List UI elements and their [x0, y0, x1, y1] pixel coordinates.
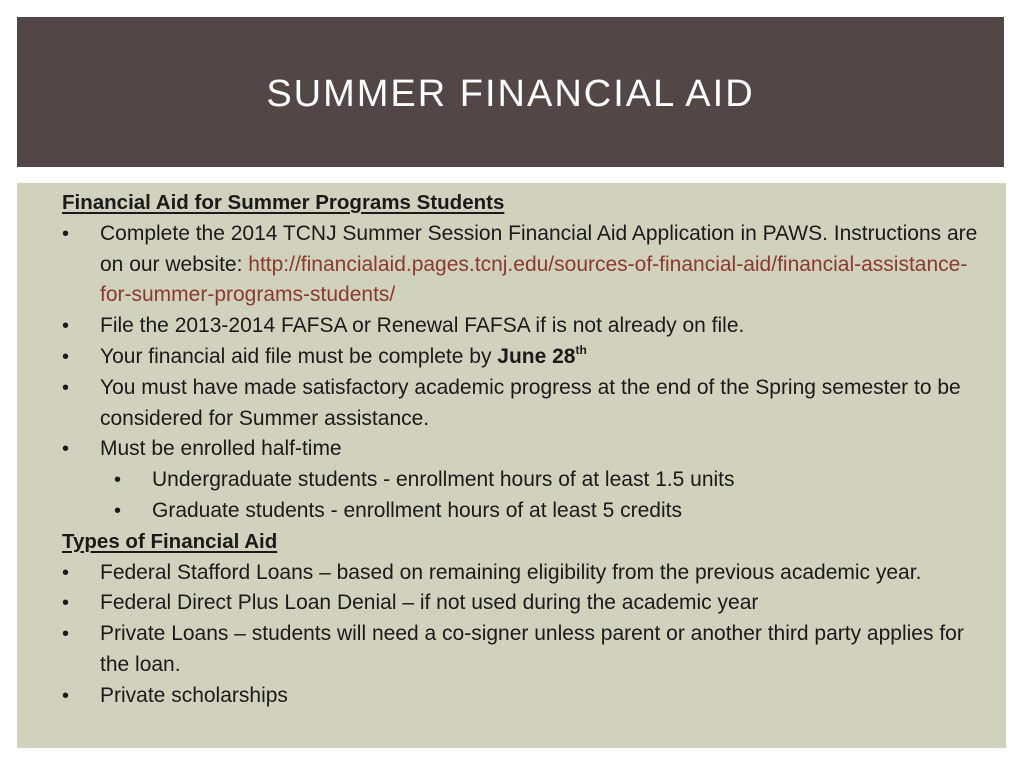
section-heading-types-of-aid: Types of Financial Aid: [62, 529, 278, 553]
list-item: • File the 2013-2014 FAFSA or Renewal FAFSA if is not already on file.: [62, 311, 987, 342]
section-heading-summer-programs: Financial Aid for Summer Programs Students: [62, 191, 505, 214]
content-body: [62, 188, 987, 712]
list-item: • Must be enrolled half-time: [62, 434, 987, 465]
sub-list-item: • Undergraduate students - enrollment hours of at least 1.5 units: [62, 465, 987, 496]
list-item-text: Your financial aid file must be complete by: [100, 344, 498, 368]
title-bar: [17, 17, 1004, 167]
deadline-date: June 28: [497, 344, 576, 368]
list-item: • You must have made satisfactory academic progress at the end of the Spring semester to be considered for Summer assistance.: [62, 373, 987, 435]
sub-list-item: • Graduate students - enrollment hours of at least 5 credits: [62, 496, 987, 527]
deadline-date-suffix: th: [575, 342, 587, 357]
list-item: • Federal Stafford Loans – based on remaining eligibility from the previous academic year.: [62, 558, 987, 589]
list-item: • Federal Direct Plus Loan Denial – if not used during the academic year: [62, 588, 987, 619]
slide-title: SUMMER FINANCIAL AID: [266, 72, 755, 115]
list-item: [62, 219, 987, 311]
content-panel: [17, 183, 1006, 748]
list-item-text: Complete the 2014 TCNJ Summer Session Financial Aid Application in PAWS. Instructions are on our website:: [100, 221, 978, 276]
list-item: • Private Loans – students will need a co-signer unless parent or another third party applies for the loan.: [62, 619, 987, 681]
list-item: [62, 342, 987, 373]
list-item: • Private scholarships: [62, 681, 987, 712]
website-link[interactable]: http://financialaid.pages.tcnj.edu/sources-of-financial-aid/financial-assistance-for-summer-programs-students/: [100, 252, 968, 307]
